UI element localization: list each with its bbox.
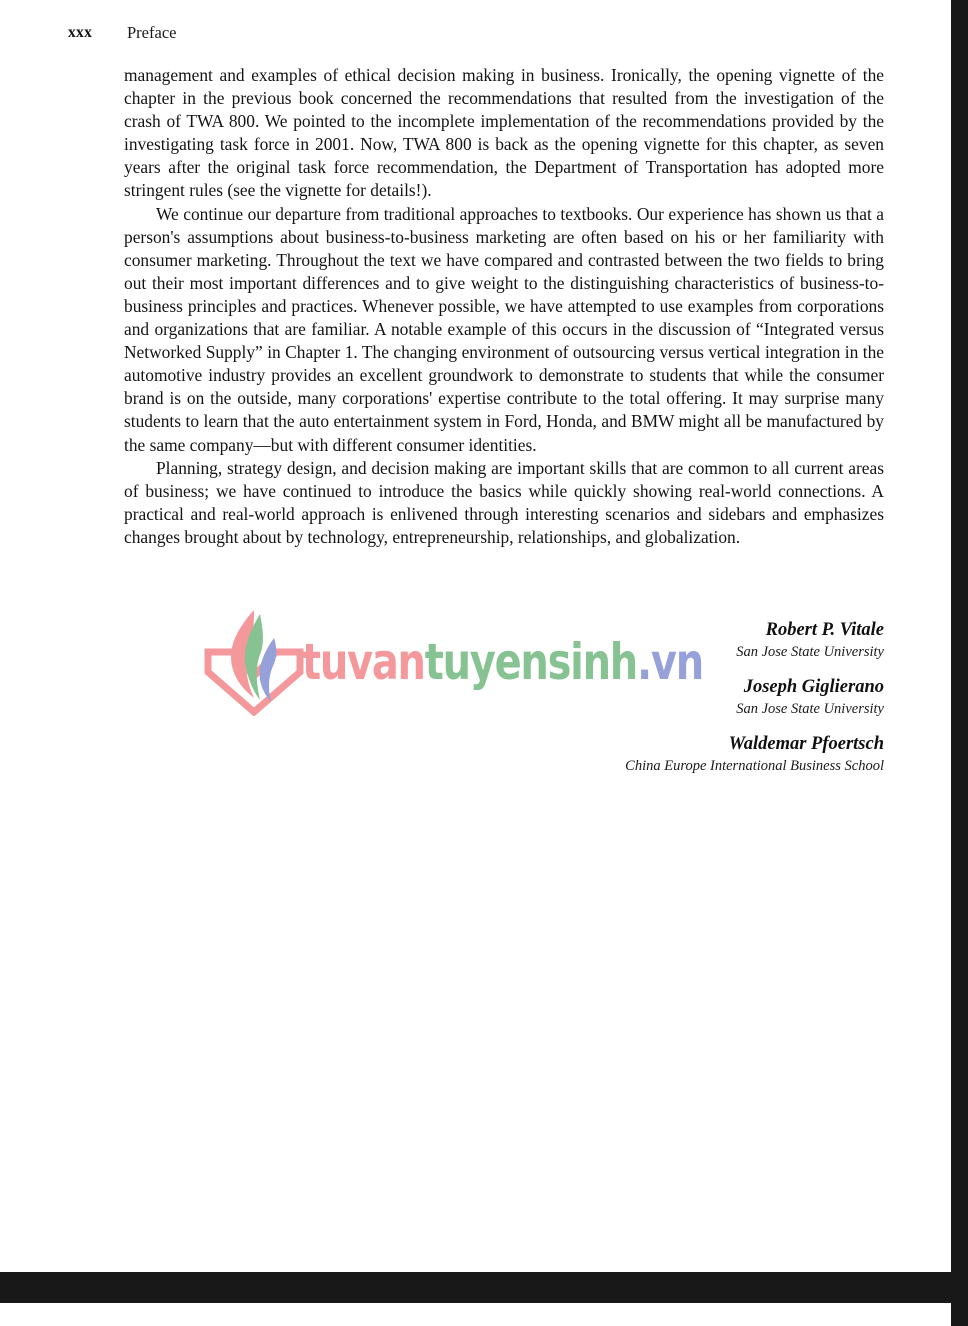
running-head-title: Preface [127,23,177,42]
running-head [0,24,951,48]
author-affiliation: San Jose State University [736,644,884,660]
signature-spacer [480,719,884,732]
flame-book-logo-icon [202,608,306,716]
author-name: Robert P. Vitale [765,620,884,640]
paragraph-2: We continue our departure from traditional approaches to textbooks. Our experience has shown us that a person's assumptions about business-to-business marketing are often based on his or her familiarity with consumer marketing. Throughout the text we have compared and contrasted between the two fields to bring out their most important differences and to give weight to the distinguishing characteristics of business-to-business principles and practices. Whenever possible, we have attempted to use examples from corporations and organizations that are familiar. A notable example of this occurs in the discussion of “Integrated versus Networked Supply” in Chapter 1. The changing environment of outsourcing versus vertical integration in the automotive industry provides an excellent groundwork to demonstrate to students that while the consumer brand is on the outside, many corporations' expertise contribute to the total offering. It may surprise many students to learn that the auto entertainment system in Ford, Honda, and BMW might all be manufactured by the same company—but with different consumer identities. [124,203,884,455]
signature-entry-3 [480,732,884,776]
paragraph-1: management and examples of ethical decision making in business. Ironically, the opening vignette of the chapter in the previous book concerned the recommendations that resulted from the investigation of the crash of TWA 800. We pointed to the incomplete implementation of the recommendations provided by the investigating task force in 2001. Now, TWA 800 is back as the opening vignette for this chapter, as seven years after the original task force recommendation, the Department of Transportation has adopted more stringent rules (see the vignette for details!). [124,65,884,201]
watermark-text-part-2: tuyensinh [424,633,637,691]
signature-spacer [480,662,884,675]
bottom-edge-strip [0,1272,951,1303]
paragraph-3: Planning, strategy design, and decision making are important skills that are common to all current areas of business; we have continued to introduce the basics while quickly showing real-world connections. A practical and real-world approach is enlivened through interesting scenarios and sidebars and emphasizes changes brought about by technology, entrepreneurship, relationships, and globalization. [124,457,884,547]
page-number: xxx [68,24,93,41]
right-edge-strip [951,0,968,1326]
body-text-column [124,64,884,549]
watermark-text-part-1: tuvan [302,633,425,691]
author-name: Joseph Giglierano [743,677,884,697]
signature-entry-2 [480,675,884,719]
signature-entry-1 [480,618,884,662]
author-affiliation: San Jose State University [736,701,884,717]
author-signature-block [480,618,884,776]
author-affiliation: China Europe International Business School [625,758,884,774]
watermark-text-part-3: .vn [636,633,703,691]
author-name: Waldemar Pfoertsch [728,734,884,754]
